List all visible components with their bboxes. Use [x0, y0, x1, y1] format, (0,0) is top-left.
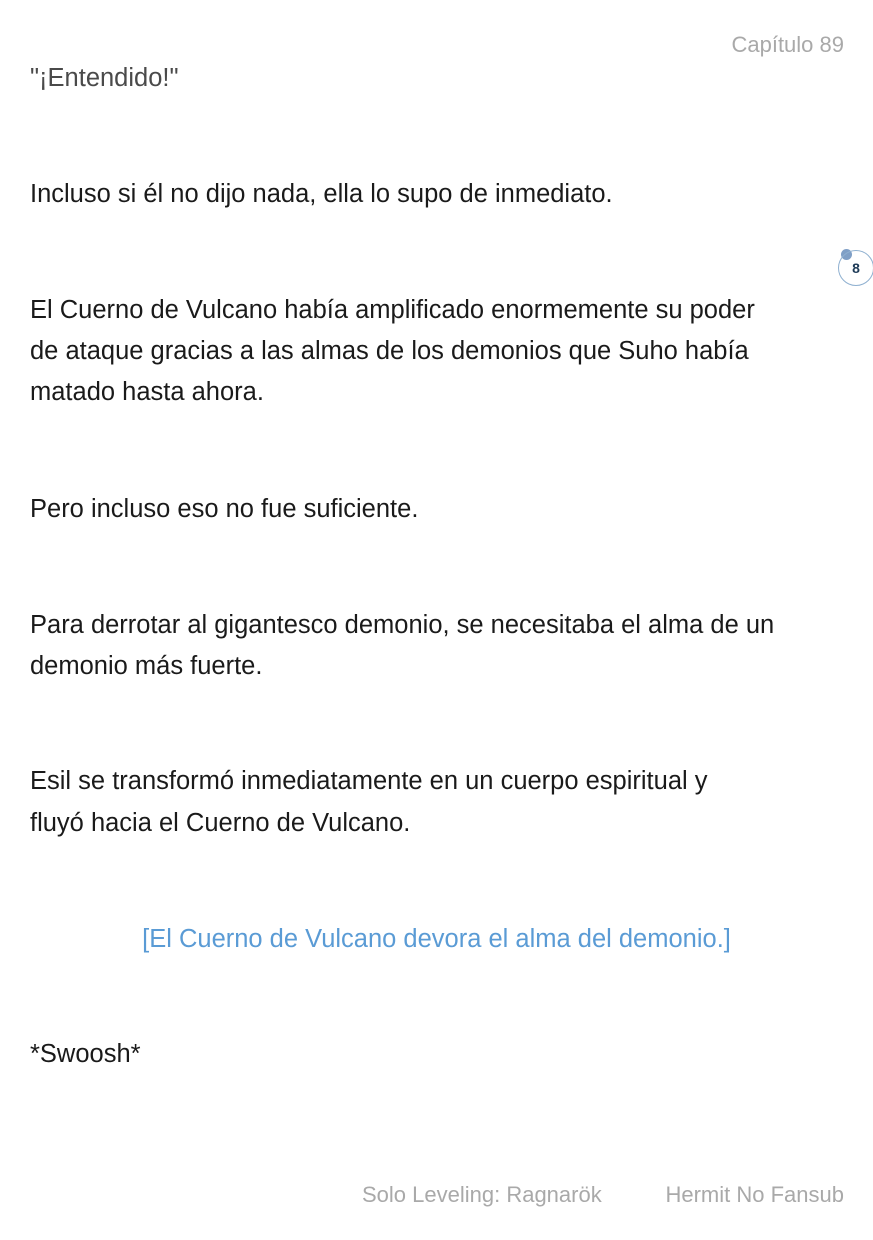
comment-count-badge[interactable]: 8 [838, 250, 873, 286]
system-message: [El Cuerno de Vulcano devora el alma del demonio.] [142, 925, 731, 953]
paragraph-line: matado hasta ahora. [30, 378, 264, 406]
paragraph-line: Para derrotar al gigantesco demonio, se necesitaba el alma de un [30, 611, 775, 639]
paragraph-line: Pero incluso eso no fue suficiente. [30, 495, 419, 523]
paragraph-line: Esil se transformó inmediatamente en un cuerpo espiritual y [30, 767, 708, 795]
paragraph-line: El Cuerno de Vulcano había amplificado enormemente su poder [30, 296, 755, 324]
paragraph-line: "¡Entendido!" [30, 64, 179, 92]
paragraph-line: demonio más fuerte. [30, 652, 263, 680]
chapter-label: Capítulo 89 [731, 32, 844, 57]
paragraph-line: de ataque gracias a las almas de los demonios que Suho había [30, 337, 749, 365]
paragraph-line: *Swoosh* [30, 1040, 141, 1068]
novel-title: Solo Leveling: Ragnarök [362, 1182, 602, 1207]
paragraph-line: fluyó hacia el Cuerno de Vulcano. [30, 809, 411, 837]
translator-name: Hermit No Fansub [665, 1182, 844, 1207]
paragraph-line: Incluso si él no dijo nada, ella lo supo de inmediato. [30, 180, 613, 208]
